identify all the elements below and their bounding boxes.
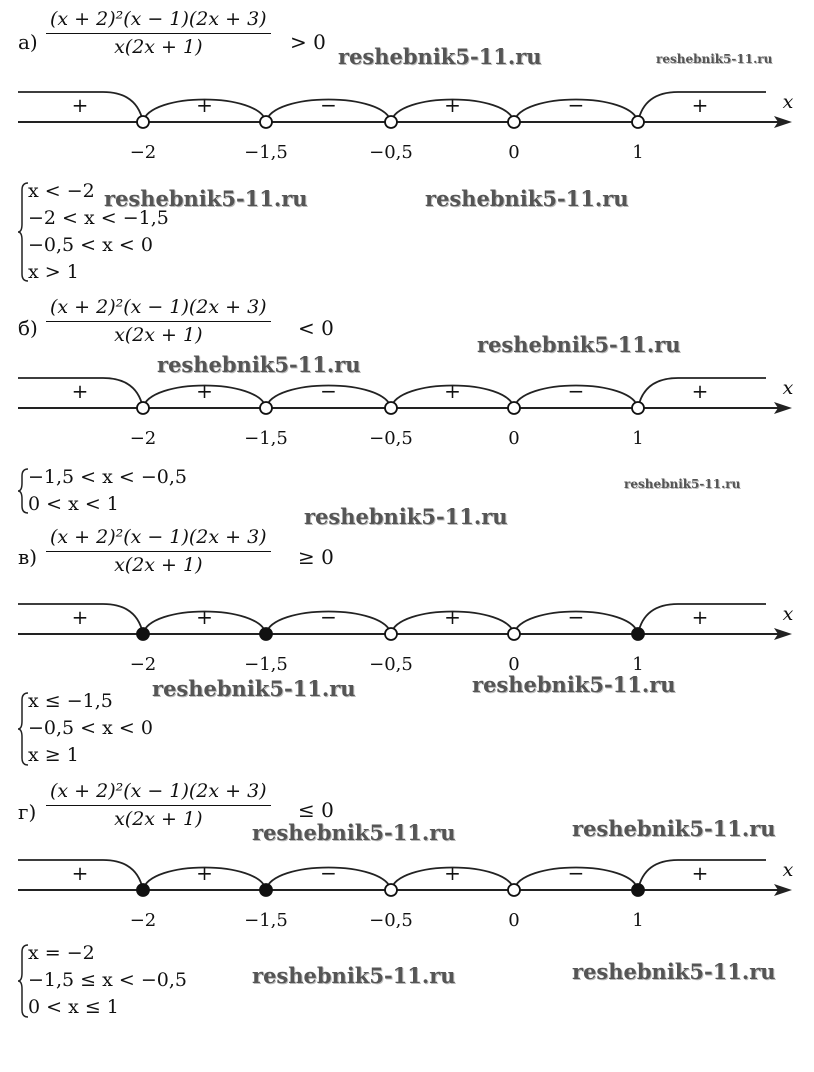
interval-sign: + xyxy=(71,605,89,629)
part-a-answer-line: −0,5 < x < 0 xyxy=(28,234,153,256)
watermark: reshebnik5-11.ru xyxy=(157,352,361,377)
axis-label: x xyxy=(782,377,794,399)
watermark: reshebnik5-11.ru xyxy=(572,959,776,984)
interval-sign: + xyxy=(196,379,213,403)
point-label: −1,5 xyxy=(244,910,288,928)
interval-sign: + xyxy=(444,605,461,629)
watermark: reshebnik5-11.ru xyxy=(624,477,741,491)
part-c-numerator: (x + 2)²(x − 1)(2x + 3) xyxy=(46,526,271,552)
interval-sign: + xyxy=(691,605,709,629)
point-label: 0 xyxy=(508,142,520,160)
part-d-denominator: x(2x + 1) xyxy=(114,808,203,830)
interval-sign: − xyxy=(567,379,585,403)
open-point xyxy=(137,116,149,128)
part-d-number-line xyxy=(0,848,814,928)
part-c-answer xyxy=(18,688,153,769)
part-a-answer-line: x > 1 xyxy=(28,261,79,283)
part-d-answer-line: x = −2 xyxy=(28,942,95,964)
point-label: −2 xyxy=(129,654,157,672)
part-d-label: г) xyxy=(18,800,37,824)
part-a-brace xyxy=(18,182,30,282)
part-a-denominator: x(2x + 1) xyxy=(114,36,203,58)
part-b-relation: < 0 xyxy=(298,316,334,340)
interval-sign: − xyxy=(567,861,585,885)
interval-sign: + xyxy=(444,861,461,885)
part-b-fraction xyxy=(46,296,271,346)
part-b-label: б) xyxy=(18,316,38,340)
watermark: reshebnik5-11.ru xyxy=(472,672,676,697)
interval-sign: + xyxy=(71,379,89,403)
point-label: 1 xyxy=(632,428,644,446)
part-c-relation: ≥ 0 xyxy=(298,545,334,569)
part-b-answer-line: −1,5 < x < −0,5 xyxy=(28,466,187,488)
system-brace xyxy=(18,945,28,1017)
point-label: −2 xyxy=(129,428,157,446)
interval-sign: + xyxy=(71,93,89,117)
point-label: −2 xyxy=(129,910,157,928)
open-point xyxy=(385,402,397,414)
part-a-label: а) xyxy=(18,30,38,54)
open-point xyxy=(385,116,397,128)
watermark: reshebnik5-11.ru xyxy=(338,44,542,69)
open-point xyxy=(632,402,644,414)
axis-label: x xyxy=(782,603,794,625)
filled-point xyxy=(137,628,149,640)
part-c-answer-line: −0,5 < x < 0 xyxy=(28,717,153,739)
part-d-brace xyxy=(18,944,30,1018)
point-label: −0,5 xyxy=(369,910,413,928)
part-a-fraction xyxy=(46,8,271,58)
point-label: −1,5 xyxy=(244,142,288,160)
part-c-answer-line: x ≥ 1 xyxy=(28,744,79,766)
part-c-brace xyxy=(18,692,30,766)
part-a-numerator: (x + 2)²(x − 1)(2x + 3) xyxy=(46,8,271,34)
filled-point xyxy=(260,884,272,896)
open-point xyxy=(508,884,520,896)
interval-sign: + xyxy=(444,93,461,117)
part-b-numerator: (x + 2)²(x − 1)(2x + 3) xyxy=(46,296,271,322)
filled-point xyxy=(632,884,644,896)
part-d-fraction xyxy=(46,780,271,830)
part-a-answer-line: x < −2 xyxy=(28,180,95,202)
watermark: reshebnik5-11.ru xyxy=(572,816,776,841)
point-label: −0,5 xyxy=(369,142,413,160)
point-label: 1 xyxy=(632,910,644,928)
interval-sign: + xyxy=(196,605,213,629)
open-point xyxy=(260,402,272,414)
part-d-relation: ≤ 0 xyxy=(298,798,334,822)
watermark: reshebnik5-11.ru xyxy=(104,186,308,211)
interval-sign: + xyxy=(691,379,709,403)
watermark: reshebnik5-11.ru xyxy=(152,676,356,701)
system-brace xyxy=(18,183,28,281)
open-point xyxy=(137,402,149,414)
watermark: reshebnik5-11.ru xyxy=(252,963,456,988)
part-b-brace xyxy=(18,468,30,514)
interval-sign: + xyxy=(691,861,709,885)
point-label: 1 xyxy=(632,142,644,160)
part-d-answer xyxy=(18,940,187,1021)
point-label: −0,5 xyxy=(369,654,413,672)
system-brace xyxy=(18,469,28,513)
point-label: 0 xyxy=(508,428,520,446)
part-a-answer-line: −2 < x < −1,5 xyxy=(28,207,169,229)
point-label: 1 xyxy=(632,654,644,672)
axis-label: x xyxy=(782,859,794,881)
watermark: reshebnik5-11.ru xyxy=(304,504,508,529)
part-a-relation: > 0 xyxy=(290,30,326,54)
watermark: reshebnik5-11.ru xyxy=(477,332,681,357)
watermark: reshebnik5-11.ru xyxy=(425,186,629,211)
point-label: 0 xyxy=(508,910,520,928)
interval-sign: + xyxy=(691,93,709,117)
point-label: −1,5 xyxy=(244,428,288,446)
part-d-numerator: (x + 2)²(x − 1)(2x + 3) xyxy=(46,780,271,806)
interval-sign: + xyxy=(196,861,213,885)
watermark: reshebnik5-11.ru xyxy=(252,820,456,845)
open-point xyxy=(508,402,520,414)
point-label: −0,5 xyxy=(369,428,413,446)
filled-point xyxy=(137,884,149,896)
open-point xyxy=(385,628,397,640)
part-b-denominator: x(2x + 1) xyxy=(114,324,203,346)
filled-point xyxy=(260,628,272,640)
interval-sign: − xyxy=(320,93,337,117)
part-c-denominator: x(2x + 1) xyxy=(114,554,203,576)
point-label: −2 xyxy=(129,142,157,160)
open-point xyxy=(385,884,397,896)
part-b-answer-line: 0 < x < 1 xyxy=(28,493,119,515)
axis-label: x xyxy=(782,91,794,113)
point-label: −1,5 xyxy=(244,654,288,672)
part-c-label: в) xyxy=(18,545,38,569)
open-point xyxy=(508,116,520,128)
part-d-answer-line: −1,5 ≤ x < −0,5 xyxy=(28,969,187,991)
interval-sign: + xyxy=(196,93,213,117)
part-c-answer-line: x ≤ −1,5 xyxy=(28,690,113,712)
open-point xyxy=(632,116,644,128)
interval-sign: − xyxy=(567,605,585,629)
open-point xyxy=(508,628,520,640)
part-a-number-line xyxy=(0,80,814,160)
part-c-number-line xyxy=(0,592,814,672)
filled-point xyxy=(632,628,644,640)
open-point xyxy=(260,116,272,128)
part-b-number-line xyxy=(0,366,814,446)
system-brace xyxy=(18,693,28,765)
interval-sign: − xyxy=(320,605,337,629)
part-c-fraction xyxy=(46,526,271,576)
interval-sign: + xyxy=(444,379,461,403)
point-label: 0 xyxy=(508,654,520,672)
interval-sign: + xyxy=(71,861,89,885)
interval-sign: − xyxy=(320,861,337,885)
watermark: reshebnik5-11.ru xyxy=(656,52,773,66)
interval-sign: − xyxy=(567,93,585,117)
part-b-answer xyxy=(18,464,187,518)
part-d-answer-line: 0 < x ≤ 1 xyxy=(28,996,119,1018)
interval-sign: − xyxy=(320,379,337,403)
